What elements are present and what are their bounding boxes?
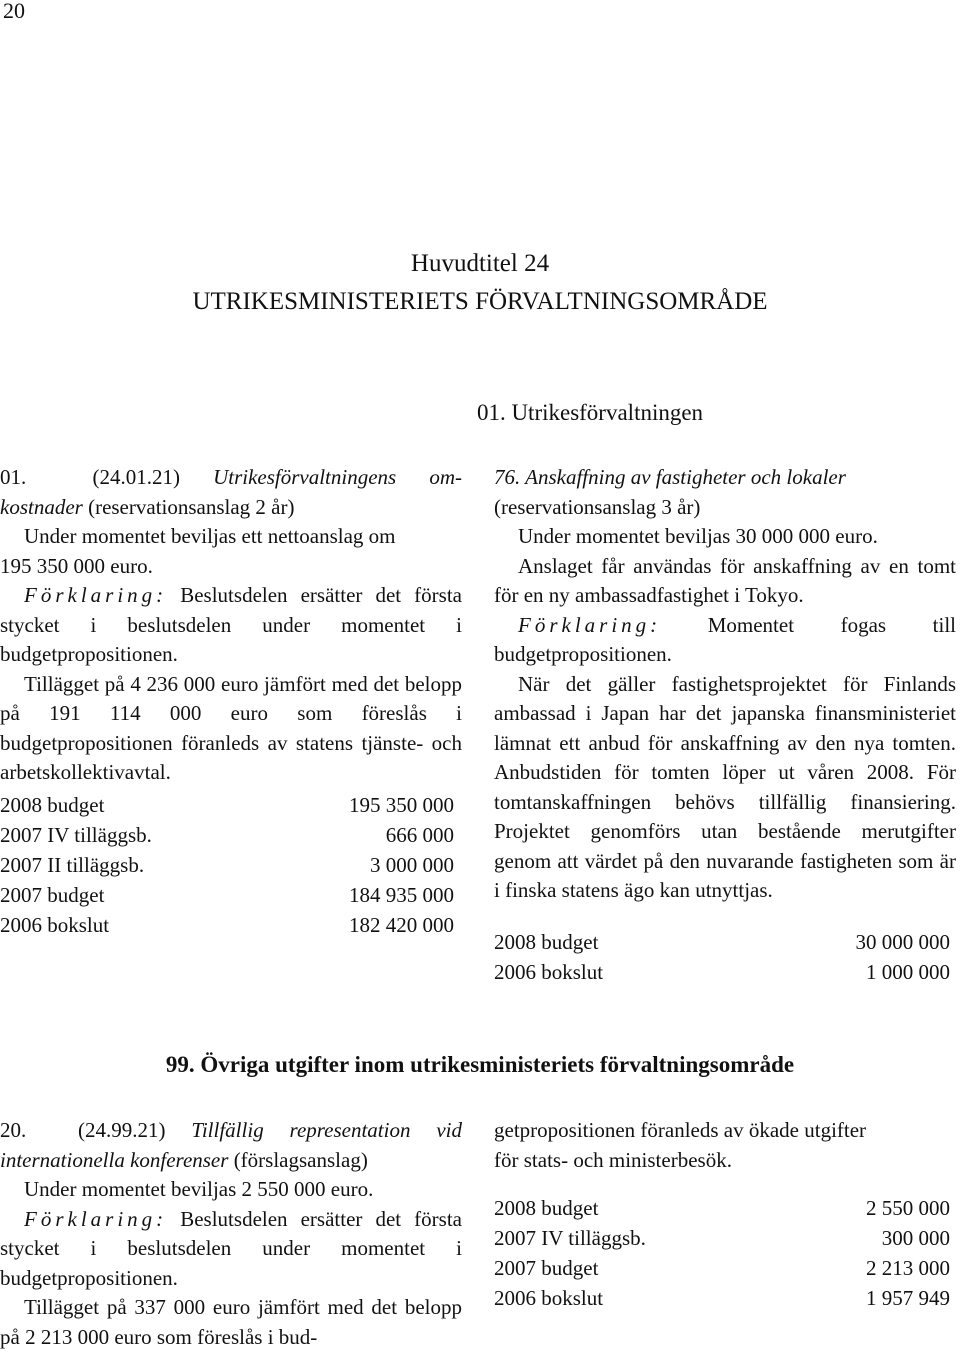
main-title: Huvudtitel 24: [410, 250, 550, 277]
table-row: 2007 II tilläggsb. 3 000 000: [0, 853, 454, 877]
table-row: 2008 budget 2 550 000: [494, 1196, 950, 1220]
table-row: 2008 budget 195 350 000: [0, 793, 454, 817]
item-01-explanation: Förklaring: Beslutsdelen ersätter det första stycket i beslutsdelen under momentet i budgetpropositionen.: [0, 583, 462, 666]
item-01-explanation-label: Förklaring:: [24, 583, 168, 607]
table-row: 2007 budget 2 213 000: [494, 1256, 950, 1280]
item-20-grant: Under momentet beviljas 2 550 000 euro.: [24, 1177, 374, 1201]
item-20-heading-line2: internationella konferenser (förslagsanslag): [0, 1147, 368, 1172]
item-01-table: [0, 793, 454, 943]
item-01-addition: Tillägget på 4 236 000 euro jämfört med det belopp på 191 114 000 euro som föreslås i budgetpropositionen föranleds av statens tjänste- och arbetskollektivavtal.: [0, 671, 462, 784]
item-20-continuation: getpropositionen föranleds av ökade utgifter för stats- och ministerbesök.: [494, 1118, 867, 1172]
item-01-heading-line2: kostnader (reservationsanslag 2 år): [0, 494, 295, 519]
table-row: 2007 IV tilläggsb. 300 000: [494, 1226, 950, 1250]
table-row: 2007 budget 184 935 000: [0, 883, 454, 907]
item-76-usage: Anslaget får användas för anskaffning av en tomt för en ny ambassadfastighet i Tokyo.: [494, 553, 956, 607]
item-01-heading-line1: 01. (24.01.21) Utrikesförvaltningens om-: [0, 465, 462, 489]
table-row: 2007 IV tilläggsb. 666 000: [0, 823, 454, 847]
page-number: 20: [3, 0, 25, 23]
item-76-explanation-label: Förklaring:: [518, 612, 662, 637]
item-76-explanation: Förklaring: Momentet fogas till budgetpropositionen.: [494, 612, 956, 666]
item-76-type: (reservationsanslag 3 år): [494, 494, 701, 519]
item-76-table: [494, 930, 950, 990]
table-row: 2006 bokslut 182 420 000: [0, 913, 454, 937]
item-76-name: 76. Anskaffning av fastigheter och lokaler: [494, 465, 846, 489]
item-20-explanation-label: Förklaring:: [24, 1206, 168, 1231]
item-20-explanation: Förklaring: Beslutsdelen ersätter det första stycket i beslutsdelen under momentet i budgetpropositionen.: [0, 1206, 462, 1290]
item-01: [0, 463, 462, 788]
table-row: 2008 budget 30 000 000: [494, 930, 950, 954]
item-01-grant: Under momentet beviljas ett nettoanslag om 195 350 000 euro.: [0, 524, 396, 578]
table-row: 2006 bokslut 1 957 949: [494, 1286, 950, 1310]
table-row: 2006 bokslut 1 000 000: [494, 960, 950, 984]
section-title-99: 99. Övriga utgifter inom utrikesministeriets förvaltningsområde: [165, 1052, 795, 1077]
main-subtitle: UTRIKESMINISTERIETS FÖRVALTNINGSOMRÅDE: [192, 288, 768, 315]
item-20-heading-line1: 20. (24.99.21) Tillfällig representation vid: [0, 1118, 462, 1142]
item-20: [0, 1116, 462, 1352]
section-title-01: 01. Utrikesförvaltningen: [476, 400, 704, 425]
item-20-table: [494, 1196, 950, 1316]
item-76-grant: Under momentet beviljas 30 000 000 euro.: [518, 524, 878, 548]
item-76-details: När det gäller fastighetsprojektet för Finlands ambassad i Japan har det japanska finansministeriet lämnat ett anbud för anskaffning av den nya tomten. Anbudstiden för tomten löper ut våren 2008. För tomtanskaffningen behövs tillfällig finansiering. Projektet genomförs utan bestående merutgifter genom att värdet på den nuvarande fastigheten som är i finska statens ägo kan utnyttjas.: [494, 671, 956, 902]
item-20-addition: Tillägget på 337 000 euro jämfört med det belopp på 2 213 000 euro som föreslås i bud-: [0, 1295, 462, 1349]
item-76: [494, 463, 956, 906]
